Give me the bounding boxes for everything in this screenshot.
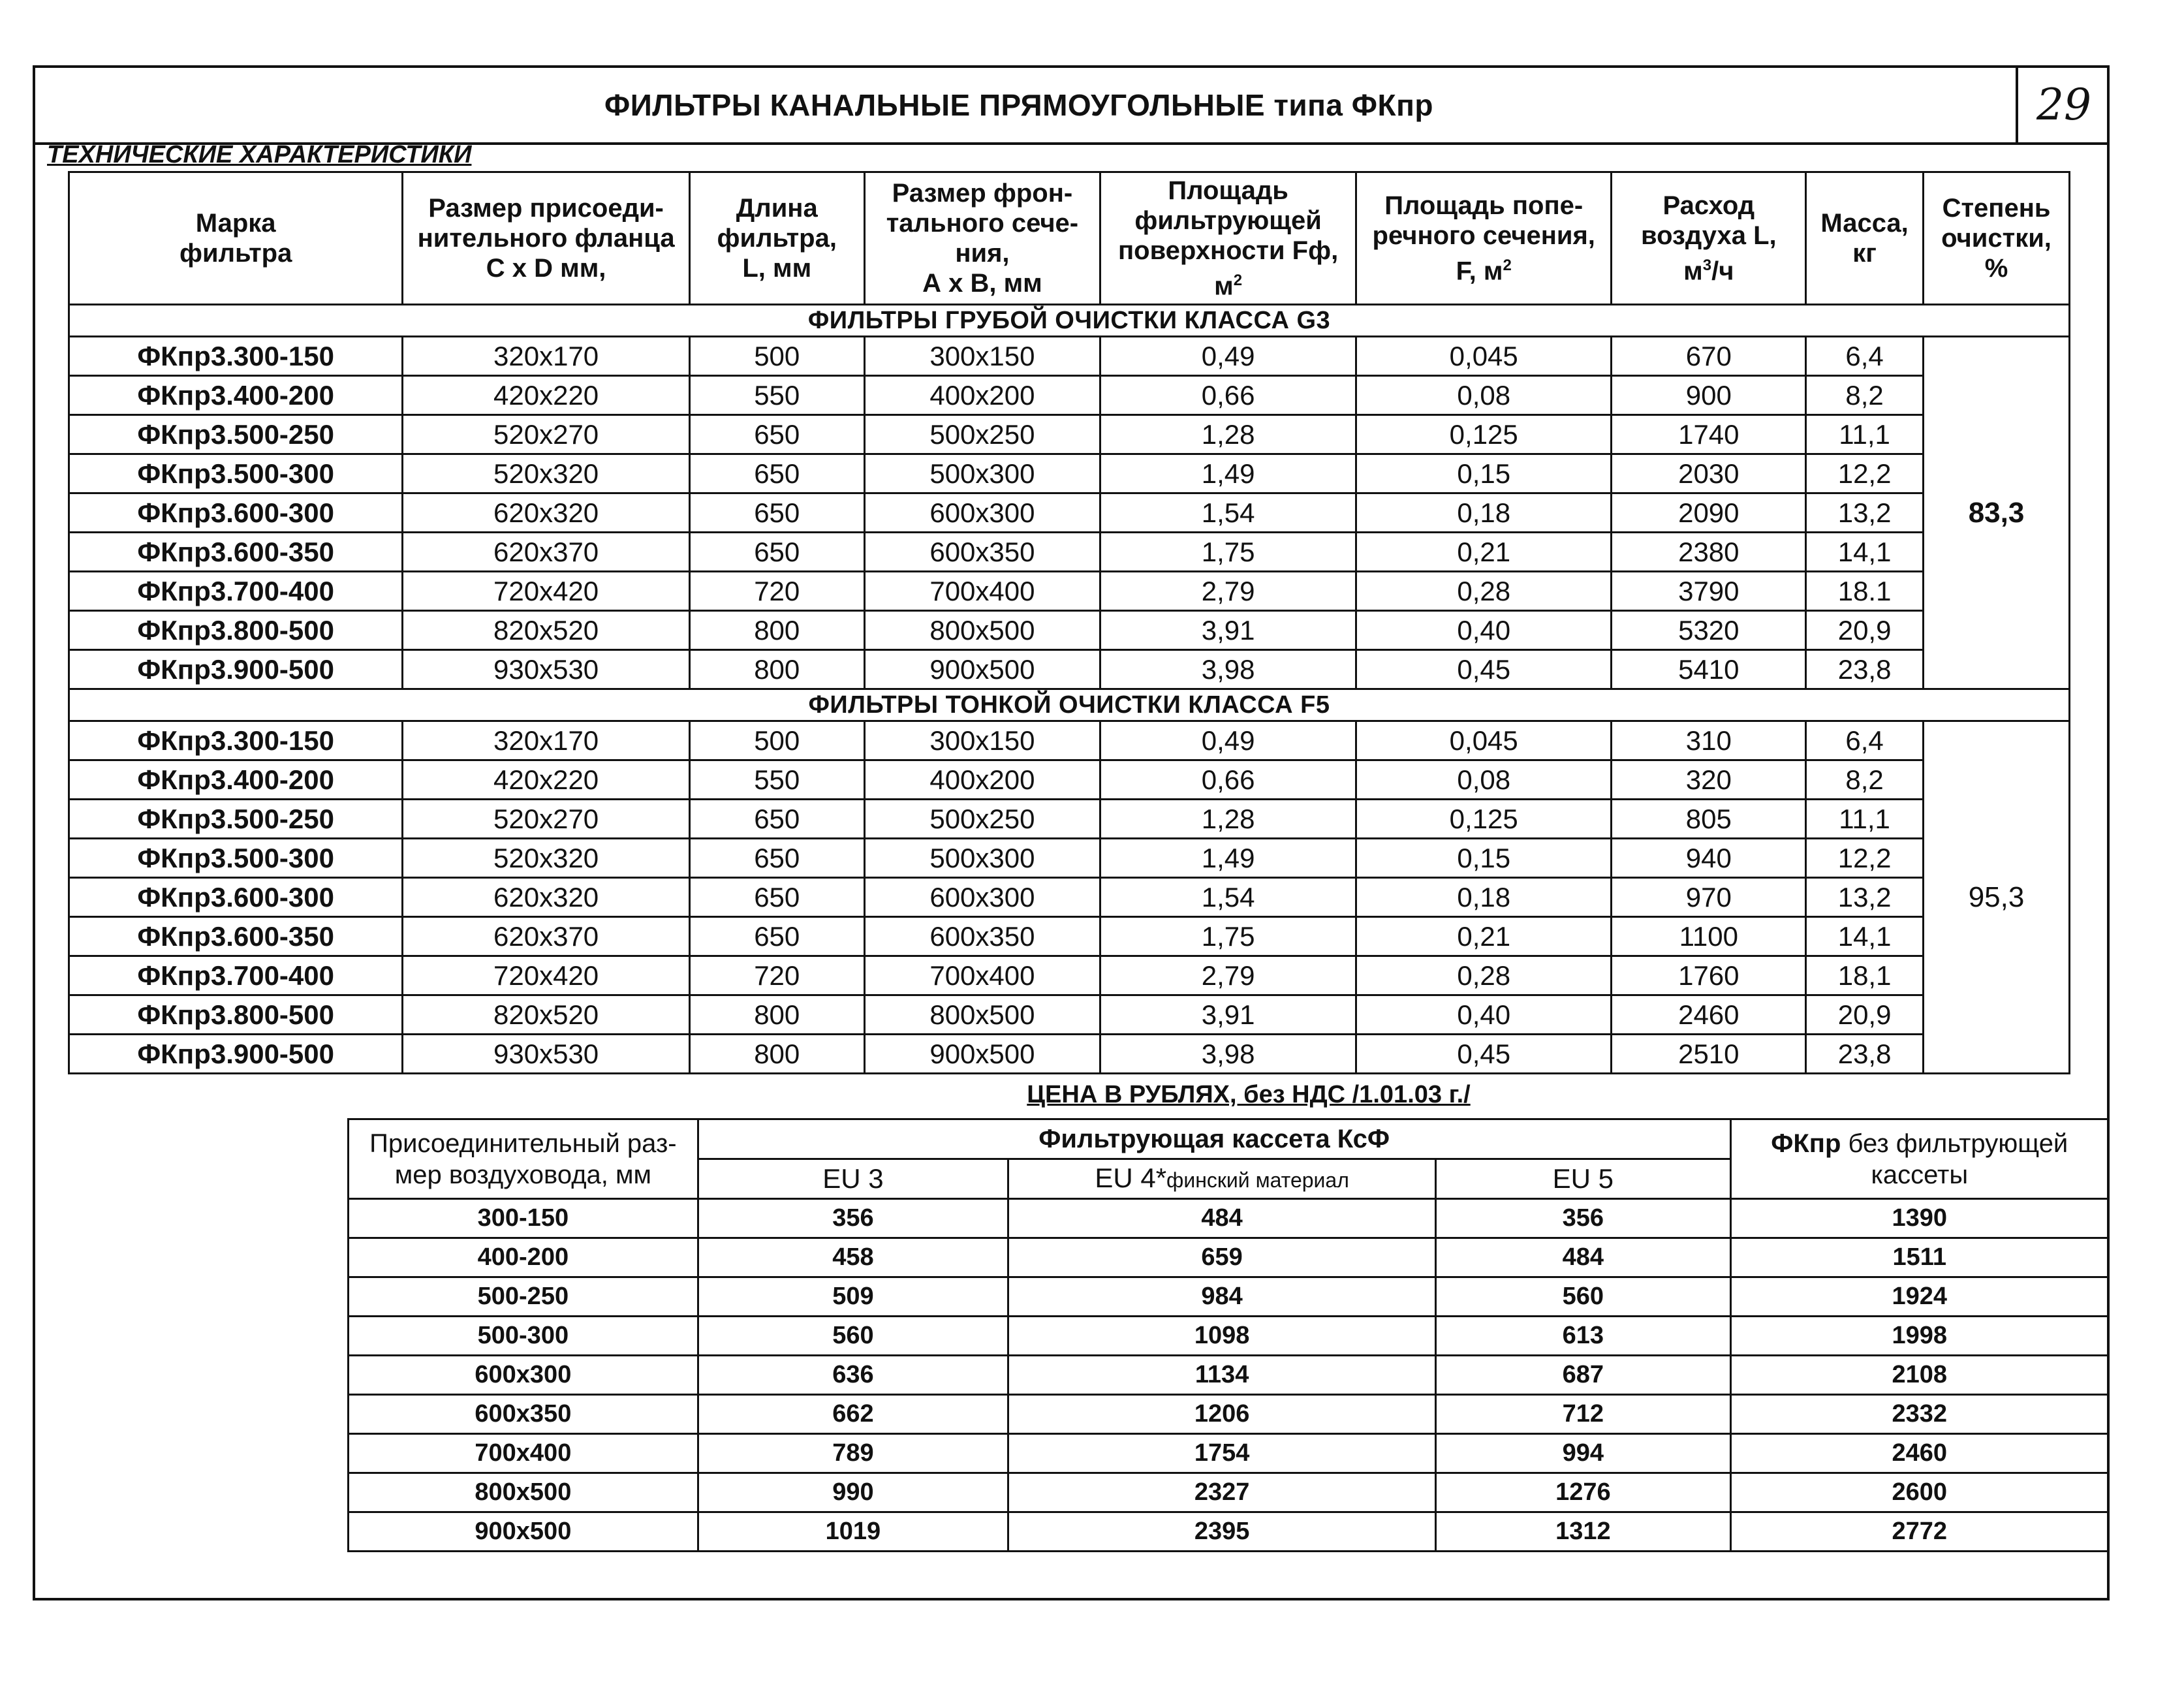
cell-area-cross: 0,28 <box>1356 572 1612 611</box>
price-cell-no-cassette: 2332 <box>1730 1395 2108 1434</box>
cell-flange: 930х530 <box>403 1035 690 1074</box>
price-row <box>349 1473 2109 1512</box>
table-row <box>69 800 2070 839</box>
price-cell-eu4: 984 <box>1008 1277 1436 1317</box>
price-cell-eu3: 509 <box>698 1277 1008 1317</box>
page-frame-left <box>33 65 35 1599</box>
cell-model: ФКпр3.800-500 <box>69 611 403 650</box>
cell-length: 650 <box>689 800 864 839</box>
cell-front: 700х400 <box>864 572 1100 611</box>
page-frame-bottom <box>33 1598 2110 1600</box>
cell-mass: 13,2 <box>1806 878 1924 917</box>
cell-front: 600х350 <box>864 533 1100 572</box>
cell-flange: 420х220 <box>403 760 690 800</box>
cell-length: 650 <box>689 533 864 572</box>
cell-airflow: 2090 <box>1612 493 1806 533</box>
cell-model: ФКпр3.700-400 <box>69 572 403 611</box>
cell-area-filter: 3,98 <box>1100 650 1356 689</box>
title-bar <box>33 65 2110 145</box>
table-row <box>69 917 2070 956</box>
price-row <box>349 1512 2109 1552</box>
price-cell-eu5: 1312 <box>1436 1512 1730 1552</box>
cell-front: 300х150 <box>864 721 1100 760</box>
cell-mass: 14,1 <box>1806 917 1924 956</box>
cell-model: ФКпр3.500-250 <box>69 800 403 839</box>
cell-mass: 20,9 <box>1806 995 1924 1035</box>
cell-length: 720 <box>689 956 864 995</box>
cell-area-filter: 1,75 <box>1100 533 1356 572</box>
price-header-eu3: EU 3 <box>698 1159 1008 1199</box>
table-row <box>69 454 2070 493</box>
cell-airflow: 2030 <box>1612 454 1806 493</box>
cell-length: 550 <box>689 760 864 800</box>
cell-area-cross: 0,15 <box>1356 839 1612 878</box>
cell-flange: 820х520 <box>403 995 690 1035</box>
price-header-eu5: EU 5 <box>1436 1159 1730 1199</box>
table-row <box>69 650 2070 689</box>
price-cell-eu5: 712 <box>1436 1395 1730 1434</box>
price-row <box>349 1434 2109 1473</box>
price-cell-eu5: 687 <box>1436 1356 1730 1395</box>
cell-airflow: 5320 <box>1612 611 1806 650</box>
price-cell-size: 300-150 <box>349 1199 698 1238</box>
cell-flange: 720х420 <box>403 572 690 611</box>
cell-area-filter: 3,98 <box>1100 1035 1356 1074</box>
cell-model: ФКпр3.500-300 <box>69 454 403 493</box>
page-title: ФИЛЬТРЫ КАНАЛЬНЫЕ ПРЯМОУГОЛЬНЫЕ типа ФКпр <box>604 88 1434 122</box>
cell-area-cross: 0,125 <box>1356 800 1612 839</box>
cell-area-cross: 0,08 <box>1356 760 1612 800</box>
cell-length: 800 <box>689 995 864 1035</box>
table-row <box>69 376 2070 415</box>
cell-area-filter: 1,54 <box>1100 493 1356 533</box>
cell-model: ФКпр3.400-200 <box>69 760 403 800</box>
cell-area-filter: 1,28 <box>1100 415 1356 454</box>
cell-area-cross: 0,18 <box>1356 878 1612 917</box>
table-row <box>69 415 2070 454</box>
cell-front: 400х200 <box>864 376 1100 415</box>
price-cell-no-cassette: 1998 <box>1730 1317 2108 1356</box>
price-cell-eu5: 560 <box>1436 1277 1730 1317</box>
price-cell-eu5: 484 <box>1436 1238 1730 1277</box>
price-caption-wrap <box>0 1081 2184 1109</box>
cell-area-filter: 1,75 <box>1100 917 1356 956</box>
cell-area-cross: 0,08 <box>1356 376 1612 415</box>
table-row <box>69 337 2070 376</box>
cell-area-cross: 0,18 <box>1356 493 1612 533</box>
cell-mass: 20,9 <box>1806 611 1924 650</box>
cell-area-cross: 0,40 <box>1356 611 1612 650</box>
price-cell-size: 500-300 <box>349 1317 698 1356</box>
price-cell-eu5: 1276 <box>1436 1473 1730 1512</box>
cell-area-cross: 0,45 <box>1356 650 1612 689</box>
cell-area-cross: 0,045 <box>1356 721 1612 760</box>
section-row <box>69 689 2070 721</box>
price-cell-size: 900х500 <box>349 1512 698 1552</box>
table-row <box>69 611 2070 650</box>
cell-length: 500 <box>689 337 864 376</box>
cell-length: 650 <box>689 878 864 917</box>
cell-flange: 620х320 <box>403 493 690 533</box>
cell-area-filter: 2,79 <box>1100 956 1356 995</box>
table-row <box>69 493 2070 533</box>
section-title: ФИЛЬТРЫ ТОНКОЙ ОЧИСТКИ КЛАССА F5 <box>69 689 2070 721</box>
price-cell-eu3: 662 <box>698 1395 1008 1434</box>
cell-flange: 620х370 <box>403 917 690 956</box>
price-cell-size: 500-250 <box>349 1277 698 1317</box>
cell-mass: 11,1 <box>1806 415 1924 454</box>
cell-length: 550 <box>689 376 864 415</box>
price-cell-eu4: 659 <box>1008 1238 1436 1277</box>
cell-airflow: 670 <box>1612 337 1806 376</box>
cell-front: 300х150 <box>864 337 1100 376</box>
cell-front: 500х250 <box>864 800 1100 839</box>
cell-area-cross: 0,21 <box>1356 533 1612 572</box>
price-cell-size: 800х500 <box>349 1473 698 1512</box>
price-cell-eu5: 994 <box>1436 1434 1730 1473</box>
price-cell-size: 600х350 <box>349 1395 698 1434</box>
price-cell-eu4: 1754 <box>1008 1434 1436 1473</box>
cell-flange: 620х370 <box>403 533 690 572</box>
cell-mass: 13,2 <box>1806 493 1924 533</box>
table-row <box>69 956 2070 995</box>
cell-mass: 11,1 <box>1806 800 1924 839</box>
price-row <box>349 1199 2109 1238</box>
cell-flange: 520х320 <box>403 839 690 878</box>
cell-length: 720 <box>689 572 864 611</box>
price-cell-no-cassette: 2108 <box>1730 1356 2108 1395</box>
cell-length: 800 <box>689 1035 864 1074</box>
cell-mass: 14,1 <box>1806 533 1924 572</box>
cell-front: 900х500 <box>864 650 1100 689</box>
cell-model: ФКпр3.600-300 <box>69 878 403 917</box>
price-cell-eu4: 1134 <box>1008 1356 1436 1395</box>
price-cell-no-cassette: 2600 <box>1730 1473 2108 1512</box>
cell-airflow: 900 <box>1612 376 1806 415</box>
cell-model: ФКпр3.600-350 <box>69 917 403 956</box>
cell-length: 650 <box>689 493 864 533</box>
cell-area-filter: 1,49 <box>1100 454 1356 493</box>
price-cell-no-cassette: 2460 <box>1730 1434 2108 1473</box>
cell-flange: 520х270 <box>403 800 690 839</box>
cell-area-filter: 1,54 <box>1100 878 1356 917</box>
cell-front: 800х500 <box>864 611 1100 650</box>
section-title: ФИЛЬТРЫ ГРУБОЙ ОЧИСТКИ КЛАССА G3 <box>69 305 2070 337</box>
price-caption: ЦЕНА В РУБЛЯХ, без НДС /1.01.03 г./ <box>1027 1081 1471 1108</box>
cell-front: 500х250 <box>864 415 1100 454</box>
cell-length: 650 <box>689 839 864 878</box>
cell-area-filter: 2,79 <box>1100 572 1356 611</box>
price-row <box>349 1277 2109 1317</box>
table-row <box>69 760 2070 800</box>
cell-model: ФКпр3.500-300 <box>69 839 403 878</box>
cell-flange: 520х270 <box>403 415 690 454</box>
cell-area-cross: 0,15 <box>1356 454 1612 493</box>
price-cell-eu3: 789 <box>698 1434 1008 1473</box>
cell-airflow: 805 <box>1612 800 1806 839</box>
cell-length: 500 <box>689 721 864 760</box>
price-header-size: Присоединительный раз- мер воздуховода, мм <box>349 1119 698 1199</box>
price-cell-no-cassette: 1924 <box>1730 1277 2108 1317</box>
cell-airflow: 320 <box>1612 760 1806 800</box>
cell-front: 500х300 <box>864 839 1100 878</box>
price-cell-eu3: 356 <box>698 1199 1008 1238</box>
cell-mass: 12,2 <box>1806 839 1924 878</box>
efficiency-value: 95,3 <box>1924 721 2070 1074</box>
cell-flange: 320х170 <box>403 337 690 376</box>
price-cell-eu4: 2395 <box>1008 1512 1436 1552</box>
cell-model: ФКпр3.300-150 <box>69 721 403 760</box>
cell-flange: 930х530 <box>403 650 690 689</box>
cell-area-filter: 3,91 <box>1100 995 1356 1035</box>
price-cell-eu4: 2327 <box>1008 1473 1436 1512</box>
header-area-filter: Площадь фильтрующей поверхности Fф, $м^2$ <box>1100 172 1356 305</box>
cell-mass: 23,8 <box>1806 650 1924 689</box>
price-cell-eu5: 356 <box>1436 1199 1730 1238</box>
cell-area-cross: 0,28 <box>1356 956 1612 995</box>
cell-model: ФКпр3.500-250 <box>69 415 403 454</box>
price-row <box>349 1356 2109 1395</box>
cell-airflow: 940 <box>1612 839 1806 878</box>
cell-mass: 8,2 <box>1806 376 1924 415</box>
price-cell-eu3: 990 <box>698 1473 1008 1512</box>
cell-area-cross: 0,125 <box>1356 415 1612 454</box>
cell-area-cross: 0,045 <box>1356 337 1612 376</box>
specs-table <box>68 171 2070 1074</box>
header-front: Размер фрон- тального сече- ния, А х В, мм <box>864 172 1100 305</box>
price-cell-size: 400-200 <box>349 1238 698 1277</box>
price-cell-eu4: 1098 <box>1008 1317 1436 1356</box>
price-cell-eu3: 458 <box>698 1238 1008 1277</box>
cell-front: 600х300 <box>864 493 1100 533</box>
cell-airflow: 310 <box>1612 721 1806 760</box>
table-row <box>69 839 2070 878</box>
header-length: Длина фильтра, L, мм <box>689 172 864 305</box>
price-row <box>349 1395 2109 1434</box>
price-table <box>347 1118 2110 1552</box>
header-mass: Масса, кг <box>1806 172 1924 305</box>
cell-model: ФКпр3.700-400 <box>69 956 403 995</box>
table-row <box>69 533 2070 572</box>
cell-airflow: 970 <box>1612 878 1806 917</box>
cell-area-filter: 3,91 <box>1100 611 1356 650</box>
table-row <box>69 1035 2070 1074</box>
cell-area-filter: 1,49 <box>1100 839 1356 878</box>
cell-area-cross: 0,21 <box>1356 917 1612 956</box>
cell-airflow: 3790 <box>1612 572 1806 611</box>
price-cell-eu3: 560 <box>698 1317 1008 1356</box>
header-model: Марка фильтра <box>69 172 403 305</box>
cell-airflow: 1740 <box>1612 415 1806 454</box>
cell-mass: 12,2 <box>1806 454 1924 493</box>
cell-length: 800 <box>689 611 864 650</box>
cell-airflow: 1100 <box>1612 917 1806 956</box>
section-label: ТЕХНИЧЕСКИЕ ХАРАКТЕРИСТИКИ <box>47 141 472 168</box>
header-efficiency: Степень очистки, % <box>1924 172 2070 305</box>
cell-flange: 720х420 <box>403 956 690 995</box>
cell-airflow: 2380 <box>1612 533 1806 572</box>
price-cell-no-cassette: 1390 <box>1730 1199 2108 1238</box>
header-flange: Размер присоеди- нительного фланца С х D мм, <box>403 172 690 305</box>
cell-area-cross: 0,40 <box>1356 995 1612 1035</box>
cell-flange: 320х170 <box>403 721 690 760</box>
table-row <box>69 995 2070 1035</box>
table-row <box>69 878 2070 917</box>
cell-model: ФКпр3.300-150 <box>69 337 403 376</box>
table-row <box>69 572 2070 611</box>
price-cell-eu3: 636 <box>698 1356 1008 1395</box>
price-cell-size: 700х400 <box>349 1434 698 1473</box>
price-cell-no-cassette: 1511 <box>1730 1238 2108 1277</box>
cell-front: 700х400 <box>864 956 1100 995</box>
price-row <box>349 1238 2109 1277</box>
cell-mass: 8,2 <box>1806 760 1924 800</box>
cell-mass: 6,4 <box>1806 337 1924 376</box>
cell-area-filter: 0,49 <box>1100 721 1356 760</box>
cell-airflow: 2510 <box>1612 1035 1806 1074</box>
price-header-no-cassette: ФКпр без фильтрующей кассеты <box>1730 1119 2108 1199</box>
cell-airflow: 5410 <box>1612 650 1806 689</box>
cell-front: 900х500 <box>864 1035 1100 1074</box>
cell-model: ФКпр3.800-500 <box>69 995 403 1035</box>
price-header-eu4: EU 4*финский материал <box>1008 1159 1436 1199</box>
cell-length: 650 <box>689 454 864 493</box>
specs-header-row <box>69 172 2070 305</box>
page-number: 29 <box>2016 68 2110 142</box>
header-airflow: Расход воздуха L, $м^3/ч$ <box>1612 172 1806 305</box>
price-cell-eu5: 613 <box>1436 1317 1730 1356</box>
cell-mass: 18.1 <box>1806 572 1924 611</box>
cell-mass: 23,8 <box>1806 1035 1924 1074</box>
cell-length: 800 <box>689 650 864 689</box>
cell-front: 800х500 <box>864 995 1100 1035</box>
cell-model: ФКпр3.400-200 <box>69 376 403 415</box>
price-cell-eu4: 484 <box>1008 1199 1436 1238</box>
cell-length: 650 <box>689 917 864 956</box>
cell-area-filter: 0,66 <box>1100 760 1356 800</box>
cell-area-filter: 1,28 <box>1100 800 1356 839</box>
cell-flange: 520х320 <box>403 454 690 493</box>
cell-model: ФКпр3.600-300 <box>69 493 403 533</box>
cell-model: ФКпр3.600-350 <box>69 533 403 572</box>
cell-airflow: 2460 <box>1612 995 1806 1035</box>
cell-airflow: 1760 <box>1612 956 1806 995</box>
price-header-cassette: Фильтрующая кассета КсФ <box>698 1119 1730 1159</box>
cell-mass: 18,1 <box>1806 956 1924 995</box>
cell-front: 500х300 <box>864 454 1100 493</box>
price-cell-eu4: 1206 <box>1008 1395 1436 1434</box>
section-row <box>69 305 2070 337</box>
cell-flange: 620х320 <box>403 878 690 917</box>
price-cell-no-cassette: 2772 <box>1730 1512 2108 1552</box>
efficiency-value: 83,3 <box>1924 337 2070 689</box>
price-row <box>349 1317 2109 1356</box>
header-area-cross: Площадь попе- речного сечения, F, $м^2$ <box>1356 172 1612 305</box>
cell-length: 650 <box>689 415 864 454</box>
price-header-row-1 <box>349 1119 2109 1159</box>
cell-front: 600х300 <box>864 878 1100 917</box>
cell-front: 600х350 <box>864 917 1100 956</box>
cell-flange: 420х220 <box>403 376 690 415</box>
cell-front: 400х200 <box>864 760 1100 800</box>
cell-area-filter: 0,49 <box>1100 337 1356 376</box>
cell-model: ФКпр3.900-500 <box>69 1035 403 1074</box>
cell-flange: 820х520 <box>403 611 690 650</box>
cell-area-cross: 0,45 <box>1356 1035 1612 1074</box>
price-cell-size: 600х300 <box>349 1356 698 1395</box>
cell-model: ФКпр3.900-500 <box>69 650 403 689</box>
cell-mass: 6,4 <box>1806 721 1924 760</box>
cell-area-filter: 0,66 <box>1100 376 1356 415</box>
price-cell-eu3: 1019 <box>698 1512 1008 1552</box>
table-row <box>69 721 2070 760</box>
